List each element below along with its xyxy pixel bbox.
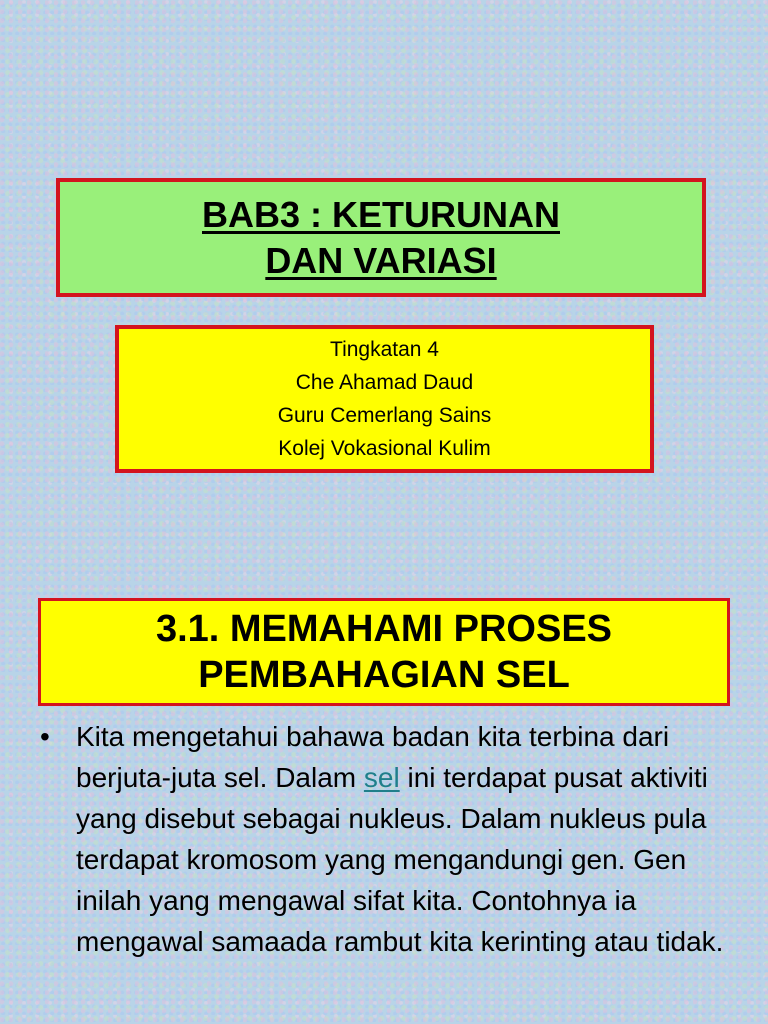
slide-section <box>0 512 768 1024</box>
sel-link[interactable]: sel <box>363 762 400 793</box>
bullet-paragraph <box>76 716 740 962</box>
section-heading-line-2: PEMBAHAGIAN SEL <box>198 654 570 696</box>
bullet-text-part-2: ini terdapat pusat aktiviti yang disebut sebagai nukleus. Dalam nukleus pula terdapat kromosom yang mengandungi gen. Gen inilah yang mengawal sifat kita. Contohnya ia mengawal samaada rambut kita kerinting atau tidak. <box>76 762 724 957</box>
bullet-icon: • <box>40 721 50 752</box>
list-item <box>40 716 740 962</box>
info-line-role: Guru Cemerlang Sains <box>277 404 492 427</box>
title-box <box>56 178 706 297</box>
info-line-school: Kolej Vokasional Kulim <box>278 437 491 460</box>
info-line-author: Che Ahamad Daud <box>295 371 474 394</box>
section-heading-line-1: 3.1. MEMAHAMI PROSES <box>155 608 613 650</box>
title-line-2: DAN VARIASI <box>265 239 497 281</box>
section-heading-box <box>38 598 730 706</box>
bullet-text-part-1: Kita mengetahui bahawa badan kita terbina dari berjuta-juta sel. Dalam <box>76 721 670 793</box>
bullet-list <box>40 716 740 962</box>
title-line-1: BAB3 : KETURUNAN <box>202 193 560 235</box>
info-line-level: Tingkatan 4 <box>330 338 439 361</box>
author-info-box <box>115 325 654 473</box>
